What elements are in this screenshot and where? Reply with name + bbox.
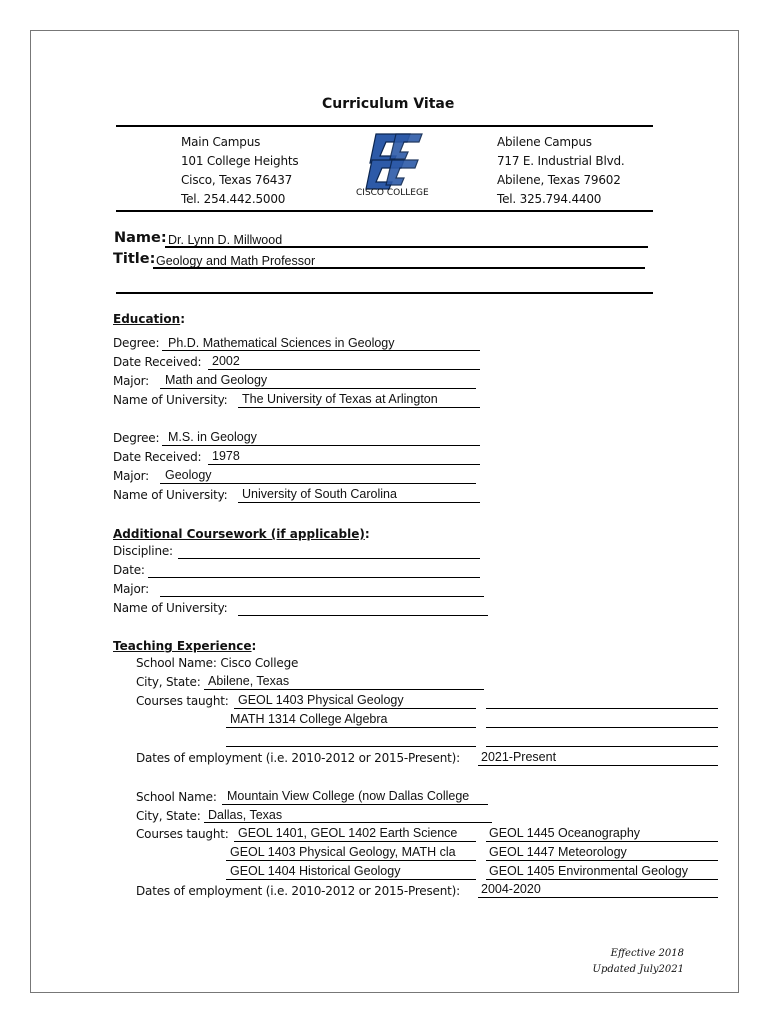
- course-field[interactable]: GEOL 1403 Physical Geology, MATH cla: [230, 845, 456, 859]
- header-top-rule: [116, 125, 653, 127]
- major-label: Major:: [113, 374, 149, 388]
- degree-underline: [162, 445, 480, 446]
- section-divider: [116, 292, 653, 294]
- university-label: Name of University:: [113, 393, 228, 407]
- effective-note: Effective 2018: [610, 948, 684, 959]
- course-underline-right[interactable]: [486, 708, 718, 709]
- main-campus-line1: Main Campus: [181, 135, 261, 149]
- school-name-value: Cisco College: [220, 656, 299, 670]
- degree-field[interactable]: M.S. in Geology: [168, 430, 257, 444]
- title-label: Title:: [113, 251, 156, 267]
- school-name-field[interactable]: Mountain View College (now Dallas College: [227, 789, 470, 803]
- degree-label: Degree:: [113, 336, 160, 350]
- education-heading-text: Education: [113, 312, 181, 326]
- discipline-label: Discipline:: [113, 544, 173, 558]
- city-state-underline: [204, 822, 492, 823]
- date-received-underline: [208, 464, 480, 465]
- dates-underline: [478, 897, 718, 898]
- date-received-field[interactable]: 1978: [212, 449, 240, 463]
- course-field-right[interactable]: GEOL 1445 Oceanography: [489, 826, 641, 840]
- date-received-label: Date Received:: [113, 355, 202, 369]
- major-underline: [160, 483, 476, 484]
- education-heading: Education:: [113, 312, 185, 326]
- course-underline[interactable]: [226, 746, 476, 747]
- dates-of-employment-label: Dates of employment (i.e. 2010-2012 or 2015-Present):: [136, 751, 460, 765]
- city-state-underline: [204, 689, 484, 690]
- abilene-campus-phone: Tel. 325.794.4400: [497, 192, 602, 206]
- school-name-label: School Name:: [136, 790, 217, 804]
- city-state-field[interactable]: Dallas, Texas: [208, 808, 283, 822]
- course-underline-right[interactable]: [486, 727, 718, 728]
- major-label: Major:: [113, 582, 149, 596]
- course-underline-right[interactable]: [486, 746, 718, 747]
- course-underline-right: [486, 841, 718, 842]
- title-underline: [153, 267, 645, 269]
- degree-underline: [162, 350, 480, 351]
- university-field[interactable]: [238, 615, 488, 616]
- dates-of-employment-label: Dates of employment (i.e. 2010-2012 or 2015-Present):: [136, 884, 460, 898]
- university-field[interactable]: The University of Texas at Arlington: [242, 392, 438, 406]
- document-title: Curriculum Vitae: [322, 96, 455, 112]
- university-underline: [238, 502, 480, 503]
- course-field[interactable]: MATH 1314 College Algebra: [230, 712, 388, 726]
- course-underline: [226, 879, 476, 880]
- additional-coursework-heading: Additional Coursework (if applicable):: [113, 527, 370, 541]
- date-field[interactable]: [148, 577, 480, 578]
- course-underline: [234, 708, 476, 709]
- major-field[interactable]: Geology: [165, 468, 212, 482]
- course-field[interactable]: GEOL 1403 Physical Geology: [238, 693, 404, 707]
- course-underline: [234, 841, 476, 842]
- main-campus-line3: Cisco, Texas 76437: [181, 173, 293, 187]
- abilene-campus-line3: Abilene, Texas 79602: [497, 173, 621, 187]
- school-name-underline: [222, 804, 488, 805]
- courses-taught-label: Courses taught:: [136, 827, 229, 841]
- title-field[interactable]: Geology and Math Professor: [156, 254, 316, 268]
- course-underline-right: [486, 879, 718, 880]
- degree-label: Degree:: [113, 431, 160, 445]
- courses-taught-label: Courses taught:: [136, 694, 229, 708]
- main-campus-phone: Tel. 254.442.5000: [181, 192, 286, 206]
- name-field[interactable]: Dr. Lynn D. Millwood: [168, 233, 283, 247]
- header-bottom-rule: [116, 210, 653, 212]
- main-campus-line2: 101 College Heights: [181, 154, 299, 168]
- major-field[interactable]: Math and Geology: [165, 373, 268, 387]
- city-state-label: City, State:: [136, 675, 201, 689]
- dates-of-employment-field[interactable]: 2021-Present: [481, 750, 557, 764]
- name-underline: [165, 246, 648, 248]
- major-field[interactable]: [160, 596, 484, 597]
- teaching-experience-heading: Teaching Experience:: [113, 639, 257, 653]
- date-received-underline: [208, 369, 480, 370]
- date-received-field[interactable]: 2002: [212, 354, 240, 368]
- course-field-right[interactable]: GEOL 1447 Meteorology: [489, 845, 627, 859]
- major-label: Major:: [113, 469, 149, 483]
- discipline-field[interactable]: [178, 558, 480, 559]
- course-field[interactable]: GEOL 1404 Historical Geology: [230, 864, 401, 878]
- city-state-label: City, State:: [136, 809, 201, 823]
- university-field[interactable]: University of South Carolina: [242, 487, 397, 501]
- course-underline: [226, 860, 476, 861]
- logo-text: CISCO COLLEGE: [356, 188, 429, 198]
- university-underline: [238, 407, 480, 408]
- additional-heading-text: Additional Coursework (if applicable): [113, 527, 365, 541]
- university-label: Name of University:: [113, 488, 228, 502]
- abilene-campus-line1: Abilene Campus: [497, 135, 592, 149]
- course-underline-right: [486, 860, 718, 861]
- course-field-right[interactable]: GEOL 1405 Environmental Geology: [489, 864, 688, 878]
- updated-note: Updated July2021: [592, 964, 684, 975]
- date-label: Date:: [113, 563, 145, 577]
- dates-underline: [478, 765, 718, 766]
- date-received-label: Date Received:: [113, 450, 202, 464]
- degree-field[interactable]: Ph.D. Mathematical Sciences in Geology: [168, 336, 395, 350]
- school-name-label: School Name: Cisco College: [136, 656, 299, 670]
- cisco-college-logo: [352, 130, 442, 202]
- course-underline: [226, 727, 476, 728]
- city-state-field[interactable]: Abilene, Texas: [208, 674, 290, 688]
- name-label: Name:: [114, 230, 167, 246]
- course-field[interactable]: GEOL 1401, GEOL 1402 Earth Science: [238, 826, 458, 840]
- major-underline: [160, 388, 476, 389]
- teaching-heading-text: Teaching Experience: [113, 639, 252, 653]
- dates-of-employment-field[interactable]: 2004-2020: [481, 882, 541, 896]
- university-label: Name of University:: [113, 601, 228, 615]
- abilene-campus-line2: 717 E. Industrial Blvd.: [497, 154, 625, 168]
